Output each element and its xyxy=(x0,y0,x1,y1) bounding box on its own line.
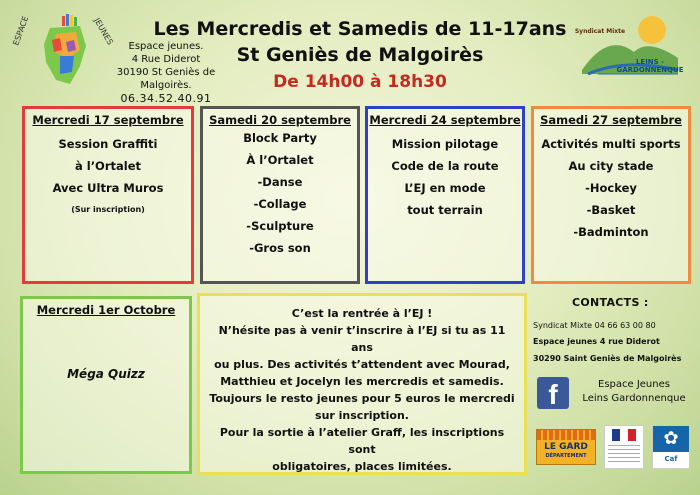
event-box-wed-1-oct xyxy=(20,296,192,474)
syndicat-name: LEINS - GARDONNENQUE xyxy=(616,58,684,74)
syndicat-label: Syndicat Mixte xyxy=(574,28,626,35)
event-line: tout terrain xyxy=(407,203,483,217)
event-heading: Mercredi 17 septembre xyxy=(32,113,184,127)
event-line: -Gros son xyxy=(249,241,311,255)
event-line: Activités multi sports xyxy=(541,137,681,151)
gard-stripe xyxy=(537,430,595,440)
event-line: À l’Ortalet xyxy=(246,153,314,167)
event-lines xyxy=(534,133,688,243)
event-box-sat-27 xyxy=(531,106,691,284)
title-line-2: St Geniès de Malgoirès xyxy=(236,44,484,66)
message-text xyxy=(200,296,524,475)
event-heading: Mercredi 24 septembre xyxy=(369,113,521,127)
contact-line: Espace jeunes 4 rue Diderot xyxy=(533,337,660,346)
facebook-line: Espace Jeunes xyxy=(598,379,670,390)
event-line: à l’Ortalet xyxy=(74,159,142,173)
message-line: ou plus. Des activités t’attendent avec Mourad, xyxy=(214,358,510,371)
message-line: Matthieu et Jocelyn les mercredis et samedis. xyxy=(220,375,504,388)
event-heading: Samedi 27 septembre xyxy=(540,113,682,127)
prefecture-text-lines xyxy=(608,445,640,465)
event-lines xyxy=(25,133,191,221)
syndicat-mixte-logo xyxy=(568,8,692,90)
address-line: 30190 St Geniès de Malgoirès. xyxy=(116,67,216,91)
message-line: Pour la sortie à l’atelier Graff, les inscriptions sont xyxy=(219,426,505,456)
message-line: Toujours le resto jeunes pour 5 euros le mercredi xyxy=(209,392,515,405)
event-box-sat-20 xyxy=(200,106,360,284)
event-box-wed-24 xyxy=(365,106,525,284)
caf-text: Caf xyxy=(664,455,678,463)
event-line: Code de la route xyxy=(391,159,499,173)
event-line: Au city stade xyxy=(568,159,654,173)
event-box-wed-17 xyxy=(22,106,194,284)
address-line: Espace jeunes. xyxy=(128,41,204,52)
facebook-icon[interactable]: f xyxy=(537,377,569,409)
message-line: sur inscription. xyxy=(315,409,409,422)
contact-line: 30290 Saint Geniès de Malgoirès xyxy=(533,354,682,363)
gard-text: LE GARD xyxy=(544,442,588,452)
event-line: Session Graffiti xyxy=(58,137,158,151)
event-line: -Danse xyxy=(257,175,303,189)
message-line: obligatoires, places limitées. xyxy=(272,460,452,473)
facebook-page-name[interactable] xyxy=(572,378,696,406)
gard-subtext: DÉPARTEMENT xyxy=(545,453,587,459)
event-line: Block Party xyxy=(243,131,317,145)
title-line-1: Les Mercredis et Samedis de 11-17ans xyxy=(153,18,567,40)
event-heading: Samedi 20 septembre xyxy=(209,113,351,127)
svg-text:JEUNES: JEUNES xyxy=(92,16,115,47)
svg-text:ESPACE: ESPACE xyxy=(11,15,31,47)
event-line: -Basket xyxy=(586,203,636,217)
address-line: 4 Rue Diderot xyxy=(131,54,201,65)
event-line: Avec Ultra Muros xyxy=(52,181,164,195)
opening-hours: De 14h00 à 18h30 xyxy=(273,72,447,92)
message-line: C’est la rentrée à l’EJ ! xyxy=(291,307,433,320)
event-line: -Collage xyxy=(253,197,307,211)
phone-number: 06.34.52.40.91 xyxy=(120,92,212,105)
contact-line: Syndicat Mixte 04 66 63 00 80 xyxy=(533,321,656,330)
message-line: N’hésite pas à venir t’inscrire à l’EJ si tu as 11 ans xyxy=(218,324,506,354)
event-heading: Mercredi 1er Octobre xyxy=(36,303,176,317)
event-line: Méga Quizz xyxy=(67,367,145,381)
caf-emblem-icon: ✿ xyxy=(653,426,689,452)
event-line: L’EJ en mode xyxy=(404,181,486,195)
event-lines xyxy=(368,133,522,221)
facebook-line: Leins Gardonnenque xyxy=(582,393,686,404)
contacts-title: CONTACTS : xyxy=(572,296,649,309)
flag-icon xyxy=(612,429,636,441)
event-note: (Sur inscription) xyxy=(71,205,145,214)
message-box xyxy=(197,293,527,475)
event-line: Mission pilotage xyxy=(391,137,499,151)
le-gard-logo xyxy=(536,429,596,465)
caf-logo xyxy=(652,425,690,469)
prefecture-logo xyxy=(604,425,644,469)
event-line: -Sculpture xyxy=(246,219,314,233)
event-line: -Hockey xyxy=(585,181,637,195)
event-line: -Badminton xyxy=(573,225,649,239)
event-lines xyxy=(203,127,357,259)
